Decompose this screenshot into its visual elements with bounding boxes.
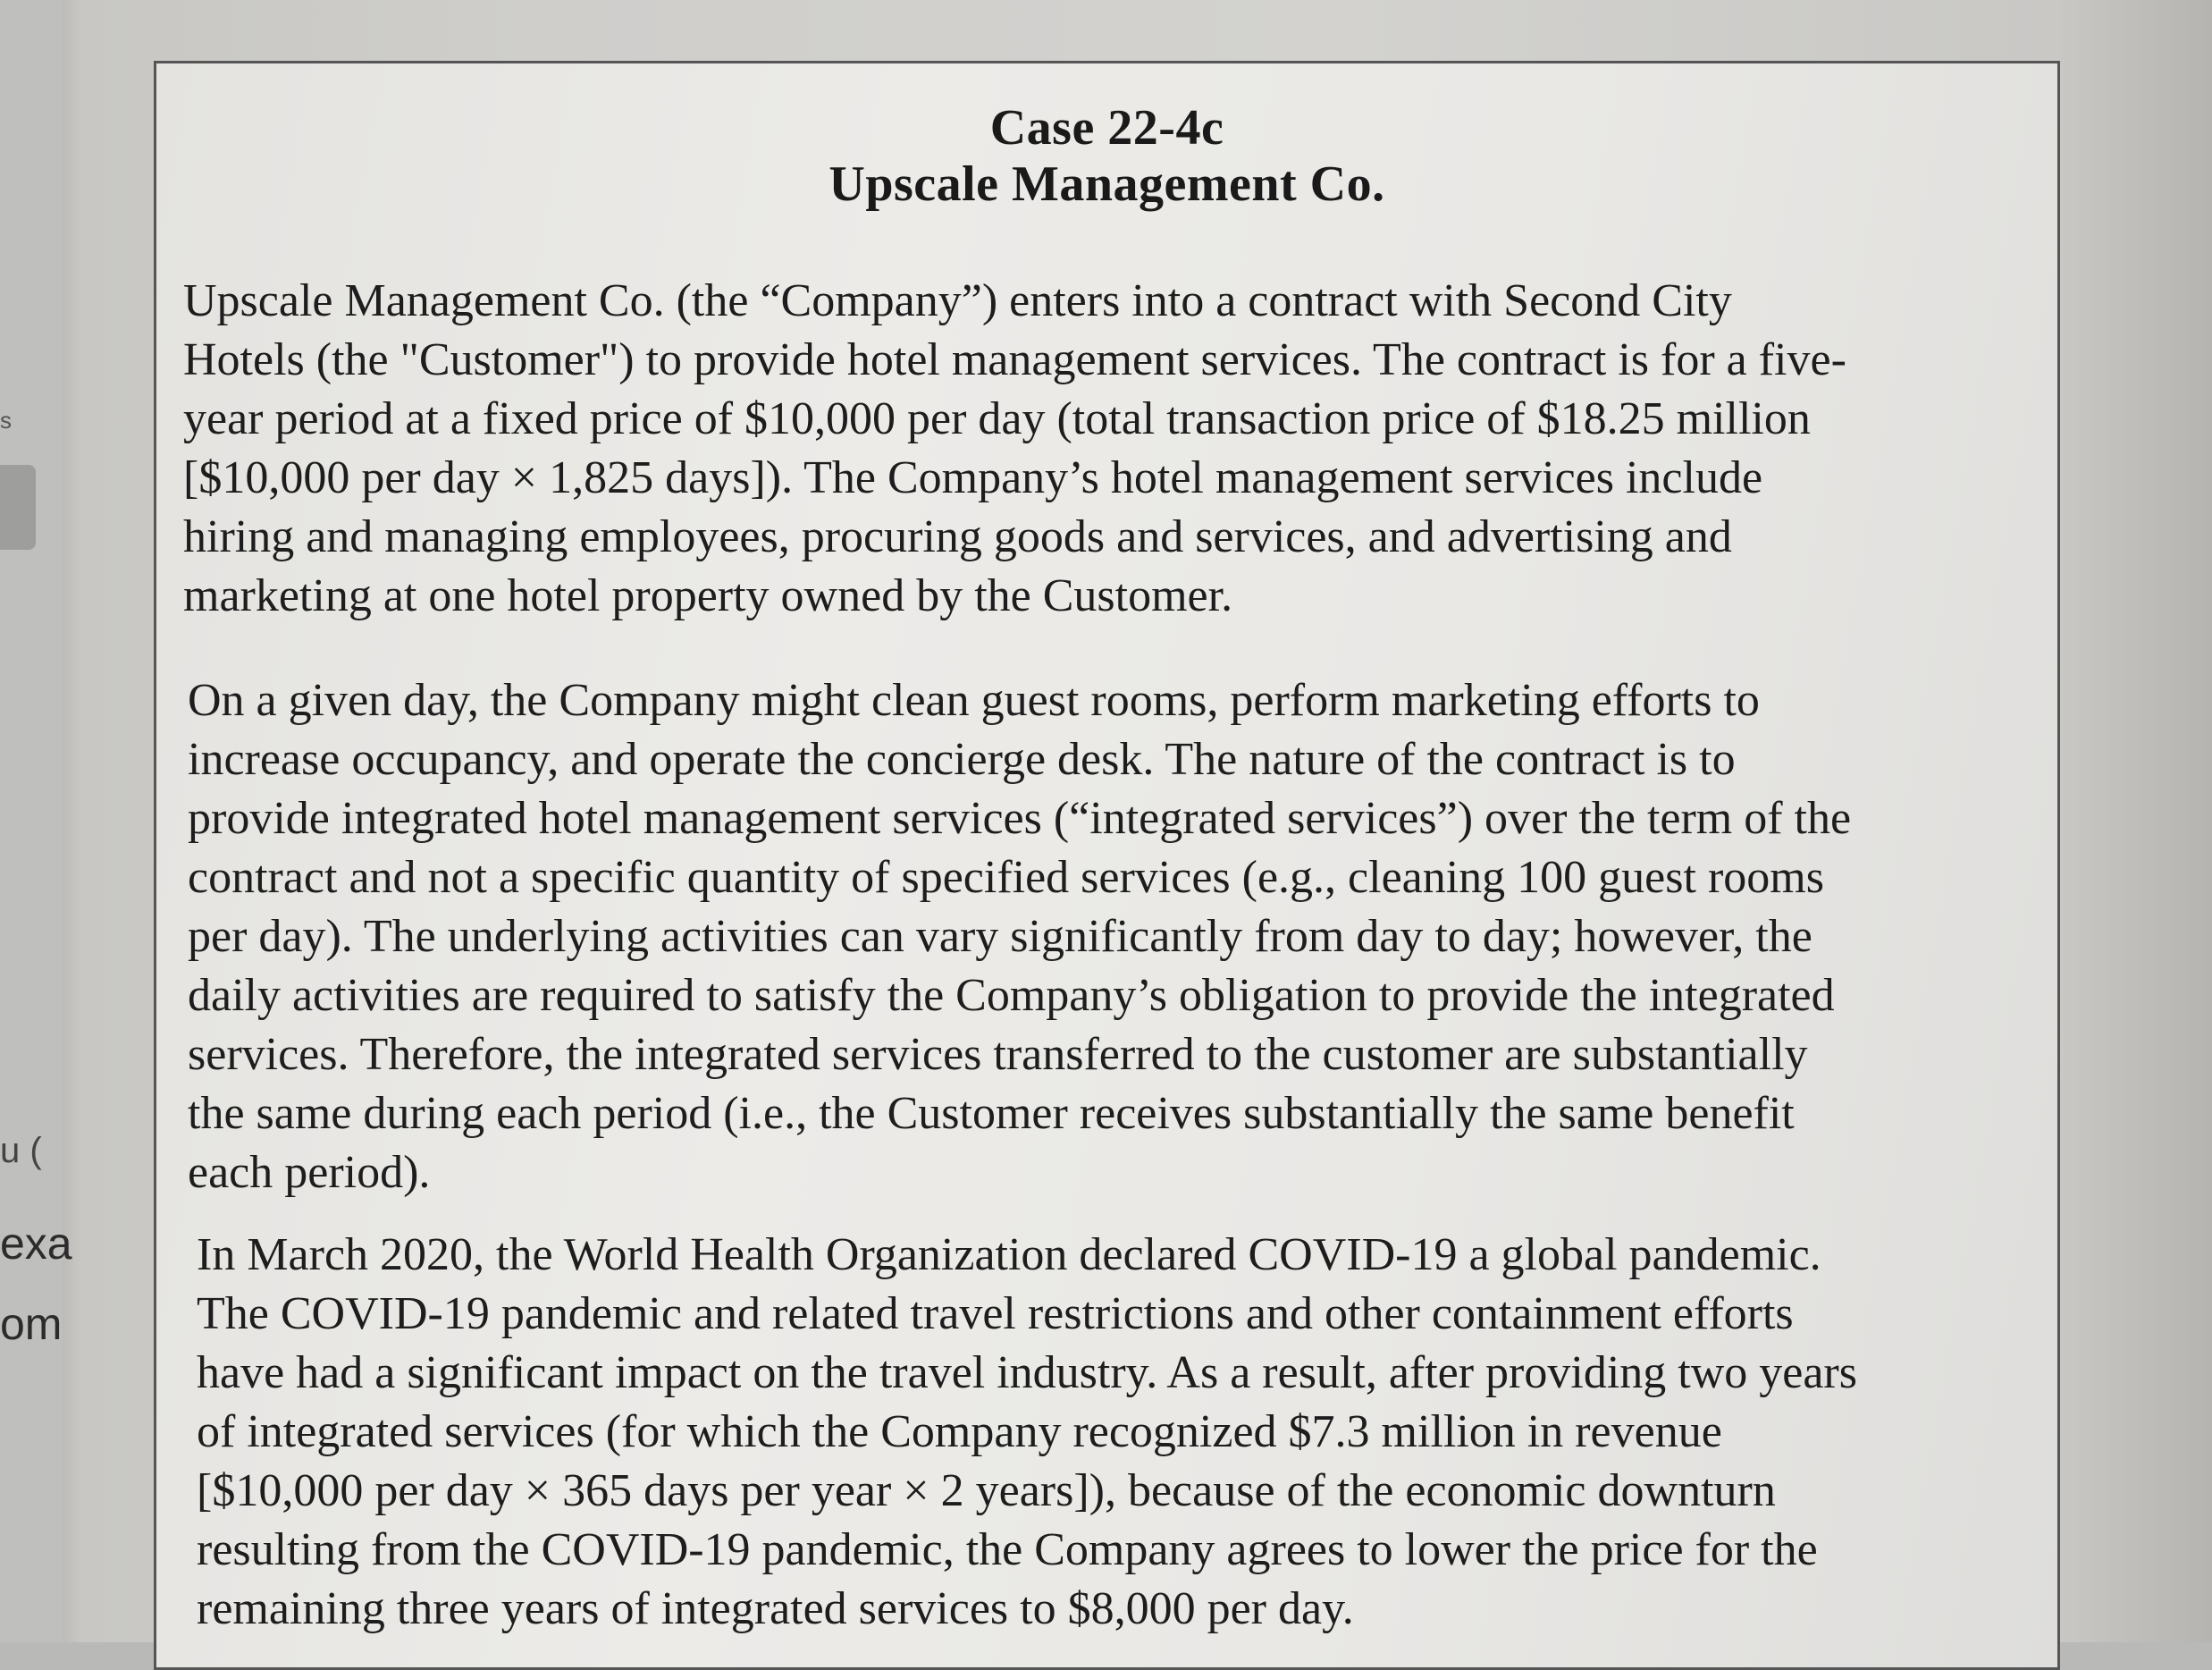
text-line: [$10,000 per day × 1,825 days]). The Company’s hotel management services include bbox=[183, 452, 1763, 503]
text-line: of integrated services (for which the Company recognized $7.3 million in revenue bbox=[197, 1406, 1722, 1457]
text-line: [$10,000 per day × 365 days per year × 2 years]), because of the economic downturn bbox=[197, 1465, 1776, 1516]
text-line: provide integrated hotel management services (“integrated services”) over the term of the bbox=[188, 793, 1852, 844]
text-line: remaining three years of integrated services to $8,000 per day. bbox=[197, 1583, 1354, 1634]
text-line: year period at a fixed price of $10,000 per day (total transaction price of $18.25 million bbox=[183, 393, 1811, 444]
text-line: hiring and managing employees, procuring goods and services, and advertising and bbox=[183, 511, 1732, 562]
text-line: contract and not a specific quantity of specified services (e.g., cleaning 100 guest rooms bbox=[188, 852, 1824, 903]
background-window-strip bbox=[0, 0, 72, 1642]
text-line: Upscale Management Co. (the “Company”) enters into a contract with Second City bbox=[183, 275, 1732, 326]
background-tab bbox=[0, 465, 36, 550]
background-text-fragment: exa bbox=[0, 1219, 72, 1269]
background-text-fragment: s bbox=[0, 407, 12, 434]
text-line: increase occupancy, and operate the concierge desk. The nature of the contract is to bbox=[188, 734, 1736, 785]
text-line: daily activities are required to satisfy the Company’s obligation to provide the integrated bbox=[188, 970, 1835, 1021]
paragraph-covid-modification bbox=[197, 1226, 2056, 1639]
background-text-fragment: om bbox=[0, 1299, 63, 1349]
text-line: resulting from the COVID-19 pandemic, the Company agrees to lower the price for the bbox=[197, 1524, 1818, 1575]
text-line: Hotels (the "Customer") to provide hotel management services. The contract is for a five- bbox=[183, 334, 1846, 385]
text-line: per day). The underlying activities can vary significantly from day to day; however, the bbox=[188, 911, 1812, 962]
text-line: The COVID-19 pandemic and related travel restrictions and other containment efforts bbox=[197, 1288, 1794, 1339]
paragraph-contract bbox=[183, 272, 2042, 626]
text-line: services. Therefore, the integrated services transferred to the customer are substantially bbox=[188, 1029, 1808, 1080]
case-title: Case 22-4c bbox=[989, 100, 1224, 156]
case-subtitle: Upscale Management Co. bbox=[828, 156, 1385, 212]
text-line: each period). bbox=[188, 1147, 431, 1198]
text-line: On a given day, the Company might clean guest rooms, perform marketing efforts to bbox=[188, 675, 1760, 726]
paragraph-integrated-services bbox=[188, 671, 2047, 1202]
text-line: marketing at one hotel property owned by the Customer. bbox=[183, 570, 1233, 621]
text-line: In March 2020, the World Health Organization declared COVID-19 a global pandemic. bbox=[197, 1229, 1821, 1280]
text-line: have had a significant impact on the travel industry. As a result, after providing two years bbox=[197, 1347, 1857, 1398]
case-document bbox=[154, 61, 2060, 1670]
text-line: the same during each period (i.e., the Customer receives substantially the same benefit bbox=[188, 1088, 1795, 1139]
background-text-fragment: u ( bbox=[0, 1131, 42, 1170]
